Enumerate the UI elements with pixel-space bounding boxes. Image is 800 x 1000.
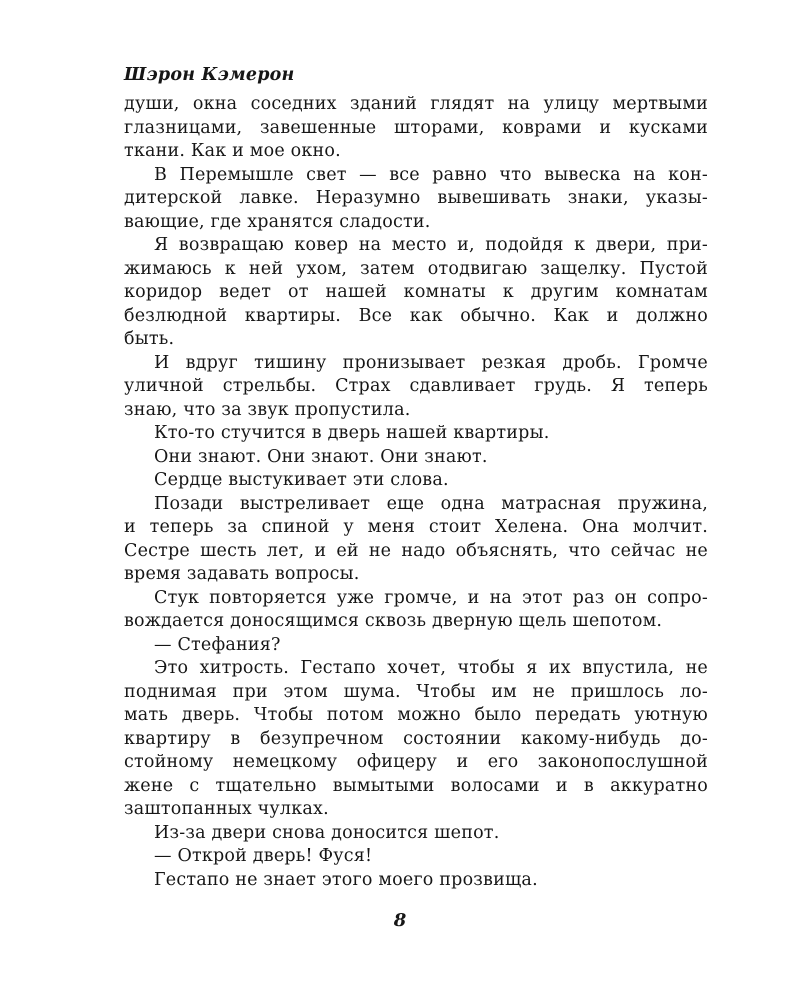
text-line: знаю, что за звук пропустила. [124,399,411,420]
text-line: Они знают. Они знают. Они знают. [154,446,488,467]
text-line: квартиру в безупречном состоянии какому-нибудь до- [124,728,708,749]
text-line: В Перемышле свет — все равно что вывеска на кон- [154,164,708,185]
text-line: поднимая при этом шума. Чтобы им не пришлось ло- [124,681,708,702]
text-line: стойному немецкому офицеру и его законопослушной [124,752,708,772]
text-line: Я возвращаю ковер на место и, подойдя к двери, при- [154,235,708,255]
text-line: Кто-то стучится в дверь нашей квартиры. [154,423,550,443]
text-line: безлюдной квартиры. Все как обычно. Как и должно [124,305,708,326]
text-line: Стук повторяется уже громче, и на этот раз он сопро- [154,587,708,608]
text-line: Гестапо не знает этого моего прозвища. [154,869,538,890]
text-line: дитерской лавке. Неразумно вывешивать знаки, указы- [124,188,708,208]
text-line: Сердце выстукивает эти слова. [154,470,449,490]
text-line: время задавать вопросы. [124,564,360,584]
text-line: жене с тщательно вымытыми волосами и в аккуратно [124,775,708,796]
text-line: уличной стрельбы. Страх сдавливает грудь. Я теперь [124,376,708,396]
text-line: И вдруг тишину пронизывает резкая дробь. Громче [154,352,708,373]
page-body [124,63,708,892]
text-line: заштопанных чулках. [124,799,329,819]
text-line: Позади выстреливает еще одна матрасная пружина, [154,493,708,514]
text-line: Сестре шесть лет, и ей не надо объяснять, что сейчас не [124,540,708,561]
text-line: ткани. Как и мое окно. [124,141,341,161]
text-line: вождается доносящимся сквозь дверную щель шепотом. [124,611,663,631]
text-line: Это хитрость. Гестапо хочет, чтобы я их впустила, не [154,658,708,678]
text-line: мать дверь. Чтобы потом можно было передать уютную [124,705,708,725]
text-line: души, окна соседних зданий глядят на улицу мертвыми [124,94,708,114]
text-line: — Открой дверь! Фуся! [154,846,373,866]
text-line: вающие, где хранятся сладости. [124,211,431,232]
text-line: Из-за двери снова доносится шепот. [154,822,500,843]
text-line: жимаюсь к ней ухом, затем отодвигаю защелку. Пустой [124,258,708,279]
text-line: быть. [124,329,175,349]
text-line: и теперь за спиной у меня стоит Хелена. Она молчит. [124,517,708,537]
page-number: 8 [393,910,407,931]
text-line: глазницами, завешенные шторами, коврами и кусками [124,117,708,138]
text-line: коридор ведет от нашей комнаты к другим комнатам [124,282,708,302]
running-header-author: Шэрон Кэмерон [124,65,295,85]
text-line: — Стефания? [154,634,281,655]
